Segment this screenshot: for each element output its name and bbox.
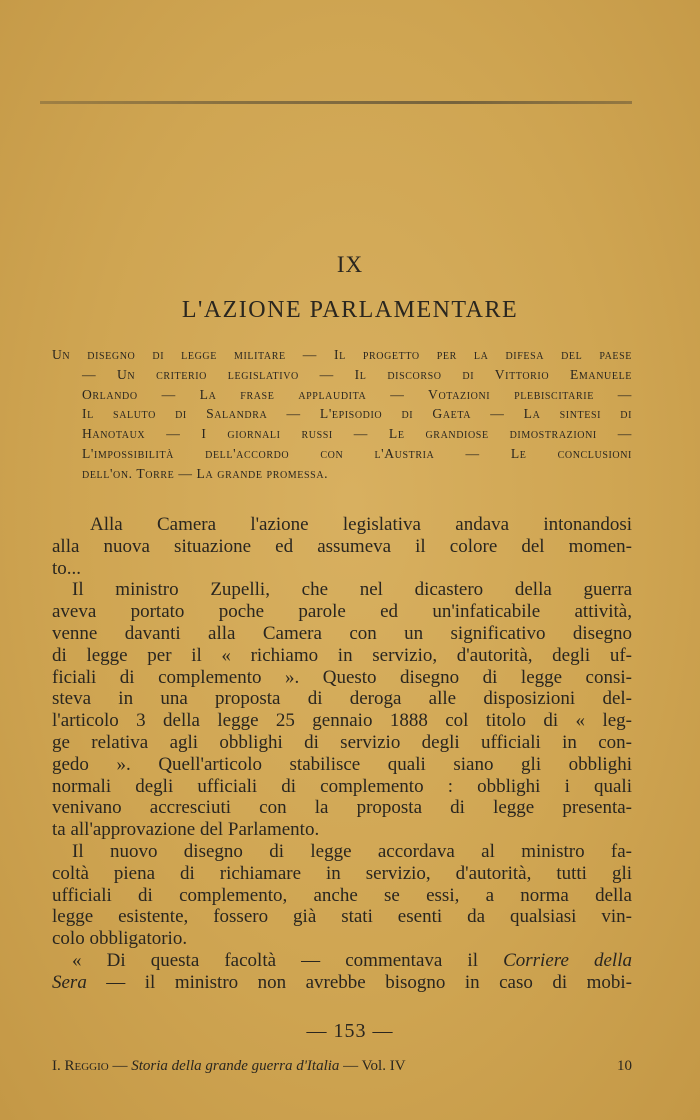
body-line: venne davanti alla Camera con un significativo disegno <box>52 622 632 644</box>
body-line: ge relativa agli obblighi di servizio degli ufficiali in con- <box>52 731 632 753</box>
body-line: Il nuovo disegno di legge accordava al ministro fa- <box>72 840 632 862</box>
body-line: legge esistente, fossero già stati esenti da qualsiasi vin- <box>52 906 632 928</box>
body-line: steva in una proposta di deroga alle disposizioni del- <box>52 688 632 710</box>
body-line <box>52 972 632 994</box>
summary-line: Un disegno di legge militare — Il progetto per la difesa del paese <box>52 347 632 362</box>
footer <box>52 1058 632 1080</box>
body-line: venivano accresciuti con la proposta di legge presenta- <box>52 797 632 819</box>
body-line: to... <box>52 557 82 579</box>
body-line: colo obbligatorio. <box>52 928 188 950</box>
footer-citation <box>52 1058 406 1075</box>
body-line-text: — il ministro non avrebbe bisogno in caso di mobi- <box>86 971 632 993</box>
body-line <box>52 950 632 972</box>
body-line-text: « Di questa facoltà — commentava il <box>72 949 504 971</box>
body-line: di legge per il « richiamo in servizio, d'autorità, degli uf- <box>52 644 632 666</box>
body-line: alla nuova situazione ed assumeva il colore del momen- <box>52 535 632 557</box>
newspaper-title: Corriere della <box>503 949 632 971</box>
footer-work-title: Storia della grande guerra d'Italia <box>131 1058 340 1074</box>
body-line: l'articolo 3 della legge 25 gennaio 1888 col titolo di « leg- <box>52 710 632 732</box>
summary-line: — Un criterio legislativo — Il discorso di Vittorio Emanuele <box>82 366 632 382</box>
body-line: Il ministro Zupelli, che nel dicastero della guerra <box>72 579 632 601</box>
body-line: ufficiali di complemento, anche se essi, a norma della <box>52 884 632 906</box>
body-line: ta all'approvazione del Parlamento. <box>52 819 320 841</box>
body-line: gedo ». Quell'articolo stabilisce quali siano gli obblighi <box>52 753 632 775</box>
body-text <box>52 514 632 994</box>
body-line: ficiali di complemento ». Questo disegno di legge consi- <box>52 666 632 688</box>
footer-author: I. Reggio — <box>52 1058 132 1074</box>
chapter-title: L'AZIONE PARLAMENTARE <box>181 297 519 323</box>
summary-line: Orlando — La frase applaudita — Votazioni plebiscitarie — <box>82 386 632 402</box>
footer-signature: 10 <box>617 1058 632 1074</box>
footer-volume: — Vol. IV <box>339 1058 406 1074</box>
header-rule <box>40 101 632 104</box>
summary-line: Il saluto di Salandra — L'episodio di Gaeta — La sintesi di <box>82 406 632 422</box>
newspaper-title-cont: Sera <box>52 971 87 993</box>
body-line: normali degli ufficiali di complemento : obblighi i quali <box>52 775 632 797</box>
summary-line: L'impossibilità dell'accordo con l'Austria — Le conclusioni <box>82 445 632 461</box>
summary-line: dell'on. Torre — La grande promessa. <box>82 465 329 481</box>
page-number: — 153 — <box>306 1020 394 1042</box>
chapter-number: IX <box>336 252 364 277</box>
body-line: Alla Camera l'azione legislativa andava intonandosi <box>90 514 632 535</box>
body-line: aveva portato poche parole ed un'infaticabile attività, <box>52 601 632 623</box>
summary-line: Hanotaux — I giornali russi — Le grandiose dimostrazioni — <box>82 426 632 442</box>
body-line: coltà piena di richiamare in servizio, d'autorità, tutti gli <box>52 862 632 884</box>
chapter-summary <box>52 345 632 484</box>
